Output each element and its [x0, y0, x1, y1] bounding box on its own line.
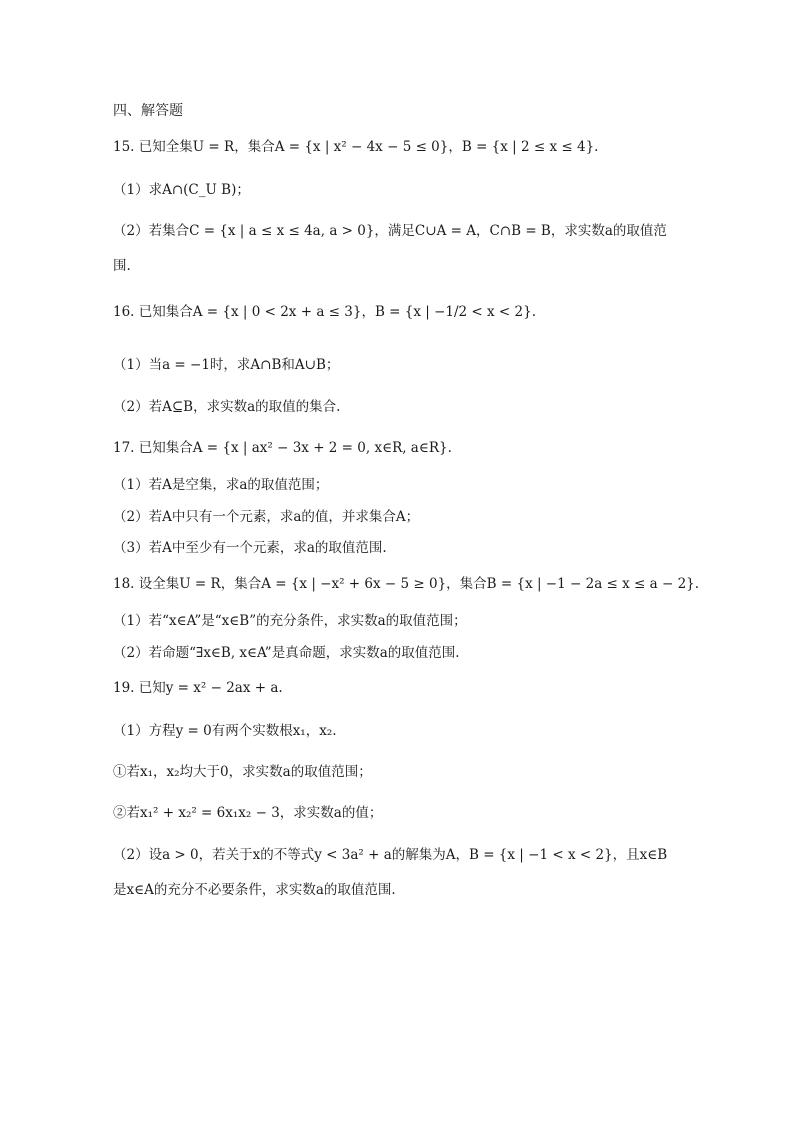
- problem-17-part-3: （3）若A中至少有一个元素，求a的取值范围.: [113, 540, 387, 556]
- problem-19-part-1: （1）方程y = 0有两个实数根x₁，x₂.: [113, 723, 337, 739]
- problem-18-part-1: （1）若“x∈A”是“x∈B”的充分条件，求实数a的取值范围；: [113, 613, 467, 629]
- problem-19-sub-1: ①若x₁，x₂均大于0，求实数a的取值范围；: [113, 764, 372, 780]
- problem-16-part-1: （1）当a = −1时，求A∩B和A∪B；: [113, 357, 340, 373]
- problem-17-stem: 17. 已知集合A = {x | ax² − 3x + 2 = 0, x∈R, a∈R}.: [113, 440, 452, 456]
- problem-15-stem: 15. 已知全集U = R，集合A = {x | x² − 4x − 5 ≤ 0}，B = {x | 2 ≤ x ≤ 4}.: [113, 139, 599, 155]
- problem-15-part-2-cont: 围.: [113, 258, 131, 274]
- problem-19-sub-2: ②若x₁² + x₂² = 6x₁x₂ − 3，求实数a的值；: [113, 805, 383, 821]
- problem-17-part-1: （1）若A是空集，求a的取值范围；: [113, 477, 329, 493]
- problem-16-part-2: （2）若A⊆B，求实数a的取值的集合.: [113, 399, 341, 415]
- problem-15-part-1: （1）求A∩(C_U B)；: [113, 182, 250, 198]
- problem-18-part-2: （2）若命题“∃x∈B, x∈A”是真命题，求实数a的取值范围.: [113, 645, 460, 661]
- section-title: 四、解答题: [113, 103, 183, 119]
- problem-17-part-2: （2）若A中只有一个元素，求a的值，并求集合A；: [113, 509, 420, 525]
- problem-18-stem: 18. 设全集U = R，集合A = {x | −x² + 6x − 5 ≥ 0}，集合B = {x | −1 − 2a ≤ x ≤ a − 2}.: [113, 576, 700, 592]
- problem-16-stem: 16. 已知集合A = {x | 0 < 2x + a ≤ 3}，B = {x | −1/2 < x < 2}.: [113, 304, 536, 320]
- problem-19-part-2-cont: 是x∈A的充分不必要条件，求实数a的取值范围.: [113, 882, 396, 898]
- problem-19-stem: 19. 已知y = x² − 2ax + a.: [113, 680, 283, 696]
- problem-15-part-2: （2）若集合C = {x | a ≤ x ≤ 4a, a > 0}，满足C∪A = A，C∩B = B，求实数a的取值范: [113, 223, 667, 239]
- problem-19-part-2: （2）设a > 0，若关于x的不等式y < 3a² + a的解集为A，B = {x | −1 < x < 2}，且x∈B: [113, 847, 668, 863]
